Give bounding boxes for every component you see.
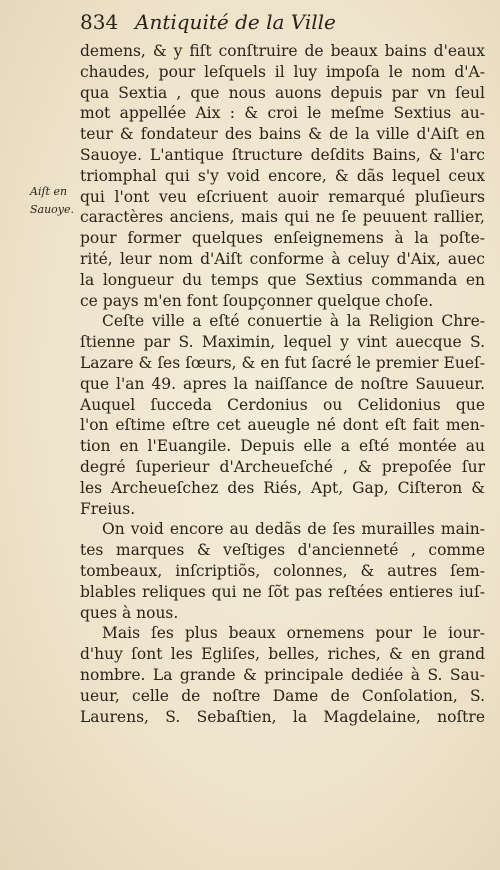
running-title: Antiquité de la Ville <box>135 10 336 34</box>
text-line: la longueur du temps que Sextius commanda en <box>80 270 485 289</box>
text-line: On void encore au dedãs de ſes murailles main- <box>102 520 485 539</box>
text-line: degré ſuperieur d'Archeueſché , & prepoſée ſur <box>80 457 485 476</box>
text-line: les Archeueſchez des Riés, Apt, Gap, Ciſteron & <box>80 478 485 497</box>
text-line: qua Sextia , que nous auons depuis par vn ſeul <box>80 83 485 102</box>
text-line: chaudes, pour leſquels il luy impoſa le nom d'A- <box>80 62 485 81</box>
text-line: l'on eſtime eſtre cet aueugle né dont eſt fait men- <box>80 416 485 435</box>
text-line: qui l'ont veu eſcriuent auoir remarqué pluſieurs <box>80 187 485 206</box>
text-line: demens, & y fiſt conſtruire de beaux bains d'eaux <box>80 42 485 60</box>
text-line: ueur, celle de noſtre Dame de Conſolation, S. <box>80 686 485 705</box>
text-line: ce pays m'en font ſoupçonner quelque choſe. <box>80 291 434 310</box>
margin-note <box>30 183 80 219</box>
margin-note-line: Aiſt en <box>30 185 68 198</box>
text-line: pour former quelques enſeignemens à la poſte- <box>80 229 485 248</box>
text-line: mot appellée Aix : & croi le meſme Sextius au- <box>80 104 485 123</box>
text-line: d'huy ſont les Egliſes, belles, riches, & en grand <box>80 645 485 664</box>
text-line: Auquel ſucceda Cerdonius ou Celidonius que <box>80 395 485 414</box>
page-header <box>80 10 480 34</box>
text-line: Freius. <box>80 499 136 518</box>
text-line: rité, leur nom d'Aiſt conforme à celuy d'Aix, auec <box>80 249 485 268</box>
text-line: caractères anciens, mais qui ne ſe peuuent rallier, <box>80 208 485 227</box>
text-line: Lazare & ſes ſœurs, & en fut ſacré le premier Eueſ- <box>80 353 485 372</box>
text-line: ſtienne par S. Maximin, lequel y vint auecque S. <box>80 333 485 352</box>
page-number: 834 <box>80 10 119 34</box>
margin-note-line: Sauoye. <box>30 203 75 216</box>
text-line: Laurens, S. Sebaſtien, la Magdelaine, noſtre <box>80 707 485 726</box>
text-line: Ceſte ville a eſté conuertie à la Religion Chre- <box>102 312 485 331</box>
text-line: Mais ſes plus beaux ornemens pour le iour- <box>102 624 485 643</box>
body-text <box>80 41 485 727</box>
text-line: triomphal qui s'y void encore, & dãs lequel ceux <box>80 166 485 185</box>
text-line: nombre. La grande & principale dediée à S. Sau- <box>80 665 485 684</box>
text-line: tes marques & veſtiges d'ancienneté , comme <box>80 541 485 560</box>
text-line: blables reliques qui ne ſõt pas reſtées entieres iuſ- <box>80 582 485 601</box>
text-line: tion en l'Euangile. Depuis elle a eſté montée au <box>80 437 485 456</box>
text-line: ques à nous. <box>80 603 179 622</box>
text-line: tombeaux, inſcriptiõs, colonnes, & autres ſem- <box>80 561 485 580</box>
text-line: que l'an 49. apres la naiſſance de noſtre Sauueur. <box>80 374 485 393</box>
text-line: Sauoye. L'antique ſtructure deſdits Bains, & l'arc <box>80 145 485 164</box>
text-line: teur & fondateur des bains & de la ville d'Aiſt en <box>80 125 485 144</box>
